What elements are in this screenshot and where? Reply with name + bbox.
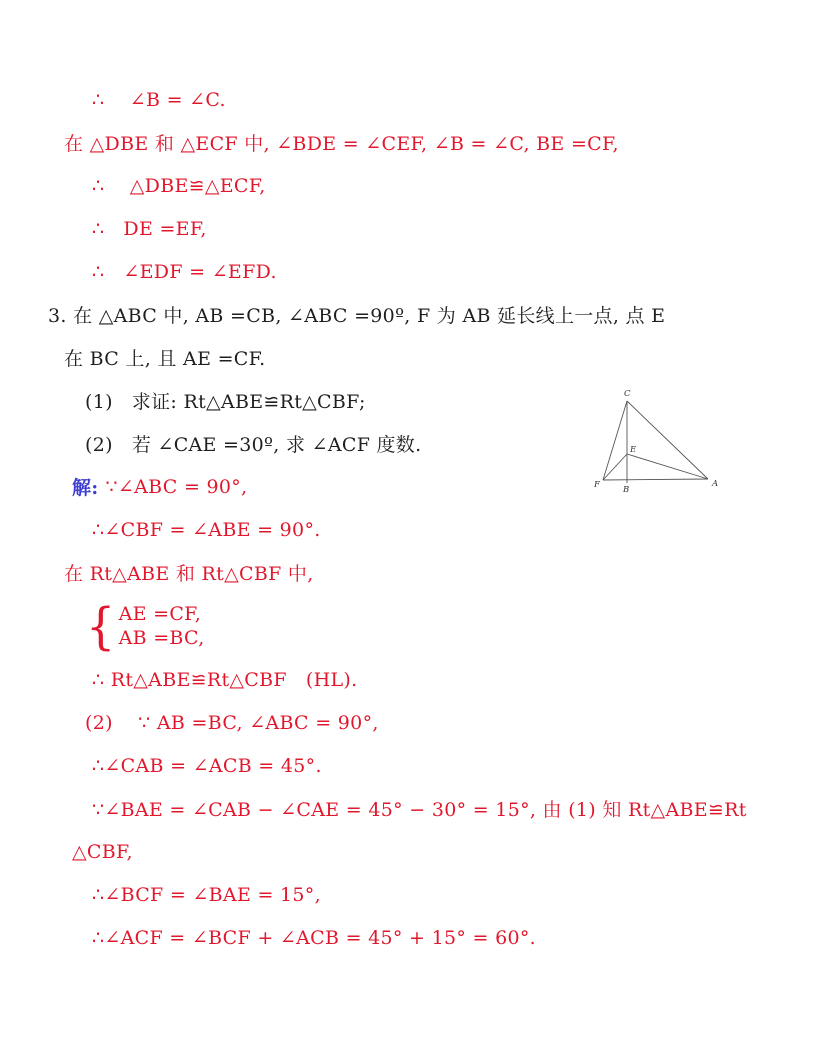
de-equals-ef-text: ∴ DE =EF, [92,217,207,240]
problem-3-statement-line2 [0,336,816,379]
system-equation-row: AE =CF, [118,603,202,625]
vertex-label-c: C [624,389,631,399]
solution-line-acf-60-text: ∴∠ACF = ∠BCF + ∠ACB = 45° + 15° = 60°. [92,926,537,949]
solution-line-cab-acb-45-text: ∴∠CAB = ∠ACB = 45°. [92,754,322,777]
solution-line-bae-15-wrap-text: △CBF, [72,840,133,863]
solution-line-bcf-15-text: ∴∠BCF = ∠BAE = 15°, [92,883,321,906]
segment-cf [603,401,627,480]
triangle-figure [588,386,725,494]
part-1-prompt-text: (1) 求证: Rt△ABE≌Rt△CBF; [85,391,366,413]
system-left-brace: { [86,596,116,656]
vertex-label-b: B [623,485,630,494]
system-equation-row: AB =BC, [118,627,205,649]
in-triangles-dbe-and-ecf [0,121,816,164]
solution-line-bae-15-text: ∵∠BAE = ∠CAB − ∠CAE = 45° − 30° = 15°, 由 (1) 知 Rt△ABE≌Rt [92,799,747,821]
problem-3-statement-line1 [0,293,816,336]
equation-system [0,594,816,658]
solution-line-cbf-abe-90 [0,508,816,551]
congruence-dbe-ecf-text: ∴ △DBE≌△ECF, [92,174,266,197]
solution-part2-given [0,701,816,744]
angle-edf-equals-efd-text: ∴ ∠EDF = ∠EFD. [92,260,277,283]
congruence-dbe-ecf [0,164,816,207]
solution-part2-given-text: (2) ∵ AB =BC, ∠ABC = 90°, [85,711,379,734]
solution-line-congruence-hl-text: ∴ Rt△ABE≌Rt△CBF (HL). [92,668,358,691]
solution-line-abc-90-text: ∵∠ABC = 90°, [105,475,248,498]
solution-line-cab-acb-45 [0,744,816,787]
segment-fa [603,479,708,480]
angle-edf-equals-efd [0,250,816,293]
solution-line-bae-15-wrap [0,830,816,873]
solution-line-abc-90-text: 解: [72,477,106,499]
solution-line-bcf-15 [0,873,816,916]
vertex-label-f: F [594,480,600,490]
system-equations [119,602,205,650]
conclusion-angle-b-equals-c [0,78,816,121]
solution-line-cbf-abe-90-text: ∴∠CBF = ∠ABE = 90°. [92,518,321,541]
conclusion-angle-b-equals-c-text: ∴ ∠B = ∠C. [92,88,226,111]
part-2-prompt-text: (2) 若 ∠CAE =30º, 求 ∠ACF 度数. [85,434,422,456]
solution-line-acf-60 [0,916,816,959]
problem-3-statement-line2-text: 在 BC 上, 且 AE =CF. [64,348,266,370]
problem-3-statement-line1-text: 3. 在 △ABC 中, AB =CB, ∠ABC =90º, F 为 AB 延长线上一点, 点 E [48,305,666,327]
vertex-label-e: E [630,445,637,455]
vertex-label-a: A [712,479,719,489]
solution-line-congruence-hl [0,658,816,701]
de-equals-ef [0,207,816,250]
in-triangles-dbe-and-ecf-text: 在 △DBE 和 △ECF 中, ∠BDE = ∠CEF, ∠B = ∠C, BE =CF, [64,133,619,155]
solution-line-in-rt-triangles-text: 在 Rt△ABE 和 Rt△CBF 中, [64,563,314,585]
solution-line-in-rt-triangles [0,551,816,594]
segment-ea [627,454,708,479]
segment-ca [627,401,708,479]
solution-line-bae-15 [0,787,816,830]
